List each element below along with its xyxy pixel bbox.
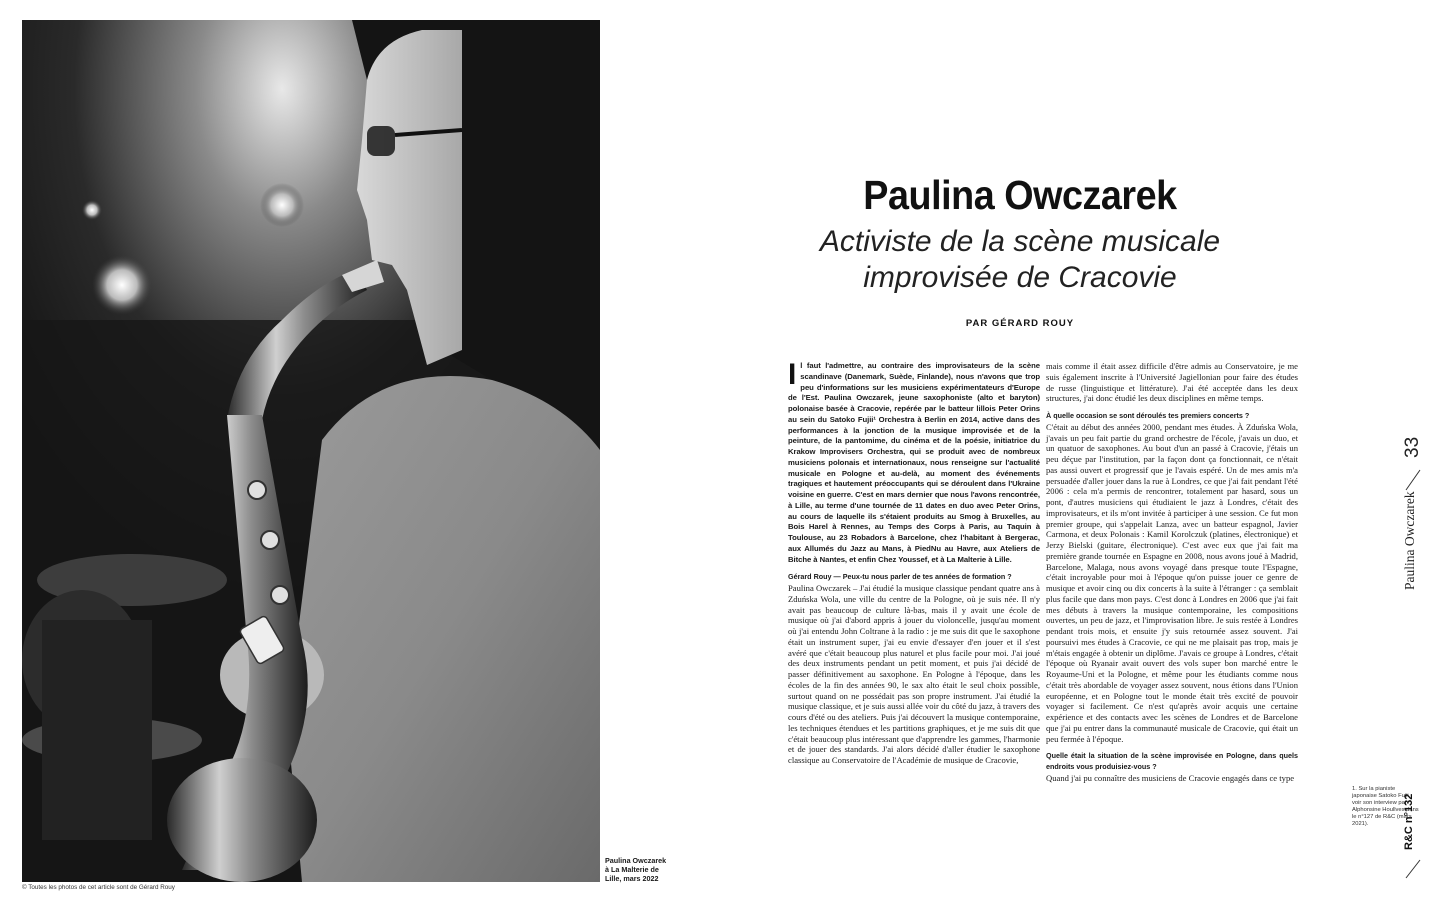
byline: PAR GÉRARD ROUY — [965, 318, 1075, 329]
photo-caption-line: Paulina Owczarek — [605, 856, 667, 865]
article-subtitle-line: improvisée de Cracovie — [863, 261, 1177, 294]
interview-question: Quelle était la situation de la scène improvisée en Pologne, dans quels endroits vous produisiez-vous ? — [1046, 751, 1298, 771]
photo-caption — [605, 856, 695, 883]
interview-answer: Paulina Owczarek – J'ai étudié la musique classique pendant quatre ans à Zduńska Wola, une ville du centre de la Pologne, où je suis née. Il n'y avait pas beaucoup de culture là-bas, mais il y avait une école de musique où j'ai d'abord appris à jouer du violoncelle, jusqu'au moment où j'ai entendu John Coltrane à la radio : je me suis dit que le saxophone était un instrument super, j'ai eu envie d'essayer d'en jouer et il s'est avéré que c'était beaucoup plus naturel et plus facile pour moi. J'ai joué des deux instruments pendant un petit moment, et puis j'ai décidé de passer définitivement au saxophone. En Pologne à l'époque, dans les écoles de la fin des années 90, le sax alto était le seul choix possible, surtout quand on ne possédait pas son propre instrument. J'ai étudié la musique classique, et je suis aussi allée voir du côté du jazz, à travers des cours d'été ou des ateliers. Puis j'ai découvert la musique contemporaine, les techniques étendues et les partitions graphiques, et je me suis dit que c'était beaucoup plus intéressant que d'apprendre les gammes, l'harmonie et de jouer des standards. J'ai alors décidé d'aller étudier le saxophone classique au Conservatoire de l'Académie de musique de Cracovie, — [788, 583, 1041, 765]
page-number: 33 — [1402, 436, 1423, 458]
article-lead-text: l faut l'admettre, au contraire des improvisateurs de la scène scandinave (Danemark, Suède, Finlande), nous n'avons que trop peu d'informations sur les musiciens expérimentateurs d'Europe de l'Est. Paulina Owczarek, jeune saxophoniste (alto et baryton) polonaise basée à Cracovie, repérée par le batteur lillois Peter Orins au sein du Satoko Fujii¹ Orchestra à Berlin en 2014, active dans des performances à la jonction de la musique improvisée et de la peinture, de la pantomime, du cinéma et de la poésie, initiatrice du Krakow Improvisers Orchestra, qui se produit avec de nombreux musiciens polonais et internationaux, nous renseigne sur l'actualité musicale en Pologne et au-delà, au moment des événements tragiques et hautement préoccupants qui se déroulent dans l'Ukraine voisine en guerre. C'est en mars dernier que nous l'avons rencontrée, à Lille, au terme d'une tournée de 11 dates en duo avec Peter Orins, au cours de laquelle ils s'étaient produits au Smog à Bruxelles, au Bois Harel à Rennes, au Temps des Corps à Paris, au Taquin à Toulouse, au 23 Robadors à Barcelone, chez l'habitant à Bergerac, aux Allumés du Jazz au Mans, à PiedNu au Havre, aux Ateliers de Bitche à Nantes, et enfin Chez Youssef, et à La Malterie à Lille. — [788, 361, 1040, 564]
article-photo — [22, 20, 600, 882]
interview-answer: C'était au début des années 2000, pendant mes études. À Zduńska Wola, j'avais un peu fait partie du grand orchestre de l'école, j'avais un duo, et un quatuor de saxophones. Au bout d'un an passé à Cracovie, j'étais un peu déçue par l'institution, par la façon dont ça fonctionnait, ce n'était pas aussi ouvert et progressif que je l'avais espéré. Un de mes amis m'a persuadée d'aller jouer dans la rue à Londres, ce que j'ai fait pendant l'été 2006 : cela m'a permis de rencontrer, totalement par hasard, sous un pont, d'autres musiciens qui étudiaient le jazz à Londres, c'était des improvisateurs, et ils m'ont invitée à participer à une session. Ce fut mon premier groupe, qui s'appelait Lanza, avec un batteur espagnol, Javier Carmona, et deux Polonais : Kamil Korolczuk (platines, électronique) et Jerzy Bielski (guitare, électronique). C'est avec eux que j'ai fait ma première grande tournée en Espagne en 2008, nous avons joué à Madrid, Barcelone, Malaga, nous avons voyagé dans presque toute l'Espagne, c'était incroyable pour moi à l'époque qu'on puisse jouer ce genre de musique et avoir cinq ou dix concerts à la suite à l'étranger : ça semblait plus facile que dans mon pays. C'est donc à Londres en 2006 que j'ai fait mes débuts à travers la musique contemporaine, les compositions ouvertes, un peu de jazz, et l'improvisation libre. Je suis restée à Londres pendant trois mois, et ensuite j'y suis retournée assez souvent. J'ai poursuivi mes études à Cracovie, ce qui ne me plaisait pas trop, mais je m'étais engagée à obtenir un diplôme. J'avais ce groupe à Londres, c'était l'époque où Ryanair avait ouvert des vols super bon marché entre le Royaume-Uni et la Pologne, et même pour les étudiants comme nous c'était très abordable de voyager assez souvent, nous étions dans l'Union européenne, et en Pologne tout le monde était très excité de pouvoir voyager si facilement. Ce n'est qu'après avoir acquis une certaine expérience et des contacts avec les scènes de Londres et de Barcelone que j'ai pu entrer dans la communauté musicale de Cracovie, qui était un peu fermée à l'époque. — [1046, 421, 1298, 744]
article-column-left — [788, 358, 1041, 766]
article-subtitle-line: Activiste de la scène musicale — [819, 225, 1221, 258]
slash-divider — [1404, 468, 1422, 492]
running-head-name: Paulina Owczarek — [1402, 491, 1417, 590]
article-title: Paulina Owczarek — [863, 172, 1177, 218]
photo-credit: © Toutes les photos de cet article sont de Gérard Rouy — [22, 884, 175, 891]
article-subtitle — [740, 224, 1300, 296]
saxophonist-photo-image — [22, 20, 600, 882]
article-lead — [788, 358, 1040, 565]
issue-number: R&C n°132 — [1403, 793, 1415, 850]
footnote: 1. Sur la pianiste japonaise Satoko Fujii, voir son interview par Alphonsine Houllves dans le n°127 de R&C (mars 2021). — [1352, 786, 1419, 827]
interview-question: Gérard Rouy — Peux-tu nous parler de tes années de formation ? — [788, 572, 1012, 582]
drop-cap: I — [788, 358, 797, 391]
interview-answer: Quand j'ai pu connaître des musiciens de Cracovie engagés dans ce type — [1046, 772, 1295, 783]
interview-answer: mais comme il était assez difficile d'être admis au Conservatoire, je me suis également inscrite à l'Université Jagiellonian pour faire des études de russe (linguistique et littérature). J'ai été acceptée dans les deux structures, j'ai donc étudié les deux disciplines en même temps. — [1046, 361, 1298, 404]
photo-caption-line: Lille, mars 2022 — [605, 874, 659, 883]
article-column-right — [1046, 361, 1298, 784]
interview-question: À quelle occasion se sont déroulés tes premiers concerts ? — [1046, 411, 1250, 420]
photo-caption-line: à La Malterie de — [605, 865, 659, 874]
slash-divider — [1404, 858, 1422, 880]
